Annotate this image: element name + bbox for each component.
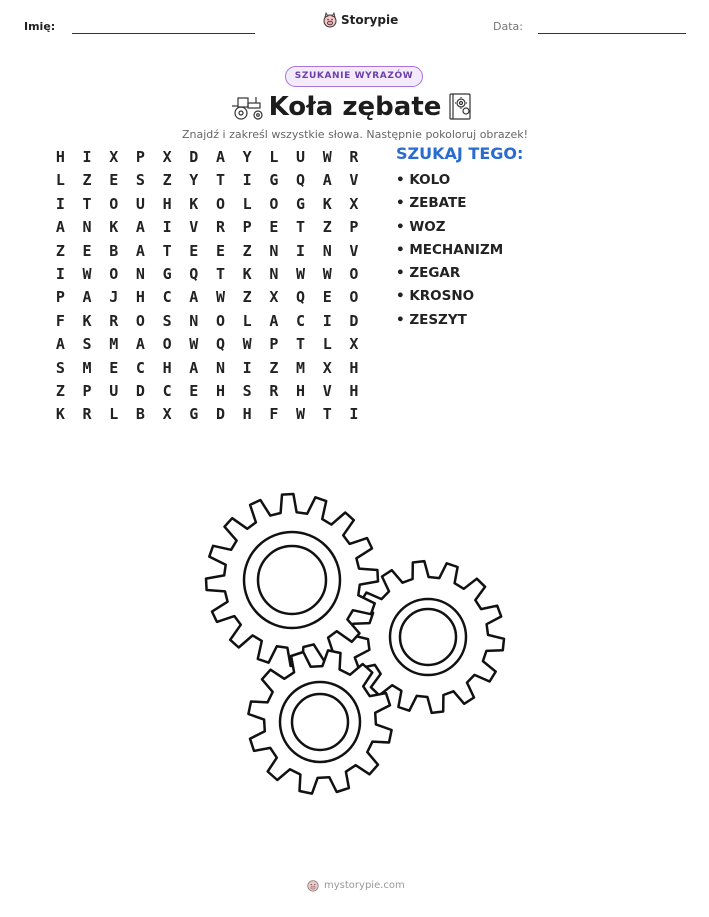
grid-cell[interactable]: I [242, 358, 252, 377]
grid-cell[interactable]: X [162, 405, 172, 424]
gear-book-icon [447, 92, 475, 122]
grid-cell[interactable]: Q [189, 264, 199, 283]
grid-cell[interactable]: A [55, 335, 65, 354]
grid-cell[interactable]: Y [189, 171, 199, 190]
grid-cell[interactable]: V [349, 241, 359, 260]
grid-cell[interactable]: O [109, 264, 119, 283]
grid-cell[interactable]: N [269, 241, 279, 260]
grid-cell[interactable]: I [296, 241, 306, 260]
grid-cell[interactable]: N [189, 311, 199, 330]
grid-cell[interactable]: R [269, 381, 279, 400]
letter-grid [47, 147, 367, 428]
grid-cell[interactable]: P [135, 148, 145, 166]
grid-cell[interactable]: S [82, 335, 92, 354]
grid-cell[interactable]: D [349, 311, 359, 330]
grid-cell[interactable]: R [109, 311, 119, 330]
grid-cell[interactable]: A [269, 311, 279, 330]
grid-cell[interactable]: O [269, 194, 279, 213]
grid-cell[interactable]: T [215, 171, 225, 190]
grid-cell[interactable]: T [296, 335, 306, 354]
grid-cell[interactable]: I [55, 194, 65, 213]
activity-badge: SZUKANIE WYRAZÓW [285, 66, 423, 87]
gear-large [206, 494, 378, 666]
brand-logo [322, 12, 398, 28]
grid-cell[interactable]: L [55, 171, 65, 190]
grid-row [47, 170, 367, 193]
grid-cell[interactable]: W [296, 264, 306, 283]
grid-cell[interactable]: G [269, 171, 279, 190]
word-list [396, 170, 503, 333]
grid-cell[interactable]: P [55, 288, 65, 307]
grid-cell[interactable]: H [215, 381, 225, 400]
grid-cell[interactable]: X [322, 358, 332, 377]
grid-cell[interactable]: E [189, 381, 199, 400]
grid-cell[interactable]: I [82, 148, 92, 166]
footer-url[interactable]: mystorypie.com [324, 879, 405, 891]
grid-cell[interactable]: I [55, 264, 65, 283]
word-list-item: • ZESZYT [396, 311, 467, 328]
grid-cell[interactable]: H [296, 381, 306, 400]
grid-cell[interactable]: S [162, 311, 172, 330]
grid-cell[interactable]: H [242, 405, 252, 424]
grid-cell[interactable]: G [296, 194, 306, 213]
grid-cell[interactable]: V [349, 171, 359, 190]
grid-cell[interactable]: Z [55, 381, 65, 400]
grid-cell[interactable]: H [162, 194, 172, 213]
grid-row [47, 264, 367, 287]
word-list-item: • KROSNO [396, 288, 475, 305]
grid-cell[interactable]: R [349, 148, 359, 166]
grid-row [47, 147, 367, 170]
grid-cell[interactable]: E [82, 241, 92, 260]
grid-cell[interactable]: V [322, 381, 332, 400]
grid-cell[interactable]: X [349, 335, 359, 354]
grid-cell[interactable]: Z [162, 171, 172, 190]
grid-cell[interactable]: I [162, 218, 172, 237]
grid-cell[interactable]: T [82, 194, 92, 213]
grid-cell[interactable]: E [109, 171, 119, 190]
page-title: Koła zębate [268, 92, 442, 122]
grid-cell[interactable]: D [215, 405, 225, 424]
grid-cell[interactable]: G [162, 264, 172, 283]
grid-cell[interactable]: N [135, 264, 145, 283]
grid-cell[interactable]: V [189, 218, 199, 237]
brand-name: Storypie [341, 13, 399, 27]
grid-cell[interactable]: A [189, 288, 199, 307]
grid-cell[interactable]: K [82, 311, 92, 330]
pig-mascot-icon [322, 12, 338, 28]
grid-cell[interactable]: W [82, 264, 92, 283]
grid-cell[interactable]: K [242, 264, 252, 283]
grid-cell[interactable]: Q [296, 171, 306, 190]
grid-cell[interactable]: A [135, 218, 145, 237]
grid-cell[interactable]: S [135, 171, 145, 190]
grid-row [47, 241, 367, 264]
grid-cell[interactable]: Y [242, 148, 252, 166]
grid-cell[interactable]: O [349, 264, 359, 283]
grid-cell[interactable]: L [322, 335, 332, 354]
gear-small [248, 650, 391, 793]
grid-cell[interactable]: C [162, 381, 172, 400]
grid-cell[interactable]: A [135, 241, 145, 260]
grid-cell[interactable]: W [215, 288, 225, 307]
grid-cell[interactable]: K [109, 218, 119, 237]
grid-cell[interactable]: E [189, 241, 199, 260]
grid-cell[interactable]: Z [82, 171, 92, 190]
grid-cell[interactable]: X [349, 194, 359, 213]
grid-row [47, 311, 367, 334]
grid-cell[interactable]: F [269, 405, 279, 424]
grid-cell[interactable]: K [55, 405, 65, 424]
grid-row [47, 381, 367, 404]
grid-cell[interactable]: D [135, 381, 145, 400]
grid-cell[interactable]: H [162, 358, 172, 377]
instructions: Znajdź i zakreśl wszystkie słowa. Następnie pokoloruj obrazek! [182, 128, 528, 141]
grid-cell[interactable]: A [82, 288, 92, 307]
grid-cell[interactable]: Q [215, 335, 225, 354]
grid-cell[interactable]: L [242, 311, 252, 330]
grid-cell[interactable]: F [55, 311, 65, 330]
grid-cell[interactable]: Q [296, 288, 306, 307]
grid-cell[interactable]: T [215, 264, 225, 283]
grid-cell[interactable]: D [189, 148, 199, 166]
grid-cell[interactable]: C [162, 288, 172, 307]
grid-cell[interactable]: W [242, 335, 252, 354]
grid-cell[interactable]: E [215, 241, 225, 260]
grid-cell[interactable]: H [135, 288, 145, 307]
grid-cell[interactable]: I [242, 171, 252, 190]
grid-cell[interactable]: X [109, 148, 119, 166]
grid-cell[interactable]: H [349, 381, 359, 400]
grid-cell[interactable]: O [162, 335, 172, 354]
grid-cell[interactable]: A [215, 148, 225, 166]
date-line[interactable] [538, 33, 686, 34]
grid-cell[interactable]: A [189, 358, 199, 377]
grid-cell[interactable]: N [215, 358, 225, 377]
grid-cell[interactable]: B [109, 241, 119, 260]
date-label: Data: [493, 20, 523, 33]
grid-cell[interactable]: O [215, 194, 225, 213]
grid-cell[interactable]: W [296, 405, 306, 424]
grid-cell[interactable]: U [296, 148, 306, 166]
grid-cell[interactable]: Z [55, 241, 65, 260]
grid-cell[interactable]: Z [242, 288, 252, 307]
word-list-item: • ZEGAR [396, 265, 461, 282]
grid-cell[interactable]: U [109, 381, 119, 400]
grid-cell[interactable]: T [322, 405, 332, 424]
grid-cell[interactable]: W [322, 264, 332, 283]
word-list-title: SZUKAJ TEGO: [396, 144, 524, 163]
grid-cell[interactable]: E [269, 218, 279, 237]
grid-cell[interactable]: U [135, 194, 145, 213]
grid-cell[interactable]: W [322, 148, 332, 166]
grid-cell[interactable]: O [109, 194, 119, 213]
grid-cell[interactable]: M [109, 335, 119, 354]
footer [306, 878, 405, 892]
grid-cell[interactable]: B [135, 405, 145, 424]
grid-cell[interactable]: I [349, 405, 359, 424]
grid-cell[interactable]: H [349, 358, 359, 377]
grid-cell[interactable]: P [269, 335, 279, 354]
grid-cell[interactable]: P [82, 381, 92, 400]
grid-cell[interactable]: L [109, 405, 119, 424]
grid-cell[interactable]: E [322, 288, 332, 307]
gear-right [352, 561, 504, 713]
word-list-item: • WOZ [396, 218, 446, 235]
grid-cell[interactable]: R [82, 405, 92, 424]
grid-cell[interactable]: E [109, 358, 119, 377]
grid-cell[interactable]: Z [322, 218, 332, 237]
word-list-item: • ZEBATE [396, 195, 467, 212]
grid-row [47, 217, 367, 240]
grid-cell[interactable]: H [55, 148, 65, 166]
grid-cell[interactable]: O [215, 311, 225, 330]
grid-cell[interactable]: O [349, 288, 359, 307]
grid-cell[interactable]: G [189, 405, 199, 424]
grid-cell[interactable]: Z [242, 241, 252, 260]
grid-cell[interactable]: C [135, 358, 145, 377]
grid-row [47, 194, 367, 217]
name-label: Imię: [24, 20, 56, 33]
grid-cell[interactable]: J [109, 288, 119, 307]
grid-row [47, 287, 367, 310]
grid-row [47, 358, 367, 381]
grid-cell[interactable]: O [135, 311, 145, 330]
grid-cell[interactable]: W [189, 335, 199, 354]
grid-row [47, 404, 367, 427]
grid-cell[interactable]: S [55, 358, 65, 377]
grid-cell[interactable]: A [322, 171, 332, 190]
grid-cell[interactable]: K [322, 194, 332, 213]
grid-cell[interactable]: P [242, 218, 252, 237]
grid-cell[interactable]: K [189, 194, 199, 213]
grid-cell[interactable]: S [242, 381, 252, 400]
grid-cell[interactable]: P [349, 218, 359, 237]
name-line[interactable] [72, 33, 255, 34]
grid-cell[interactable]: X [162, 148, 172, 166]
grid-cell[interactable]: N [82, 218, 92, 237]
grid-cell[interactable]: T [296, 218, 306, 237]
grid-cell[interactable]: M [296, 358, 306, 377]
grid-cell[interactable]: L [242, 194, 252, 213]
grid-cell[interactable]: T [162, 241, 172, 260]
grid-cell[interactable]: R [215, 218, 225, 237]
word-list-item: • KOLO [396, 172, 451, 188]
grid-cell[interactable]: L [269, 148, 279, 166]
grid-row [47, 334, 367, 357]
grid-cell[interactable]: X [269, 288, 279, 307]
gears-coloring-picture [200, 490, 510, 800]
grid-cell[interactable]: M [82, 358, 92, 377]
word-list-item: • MECHANIZM [396, 241, 504, 258]
grid-cell[interactable]: A [55, 218, 65, 237]
grid-cell[interactable]: A [135, 335, 145, 354]
grid-cell[interactable]: Z [269, 358, 279, 377]
pig-mascot-icon [306, 878, 320, 892]
grid-cell[interactable]: C [296, 311, 306, 330]
grid-cell[interactable]: N [322, 241, 332, 260]
grid-cell[interactable]: I [322, 311, 332, 330]
grid-cell[interactable]: N [269, 264, 279, 283]
